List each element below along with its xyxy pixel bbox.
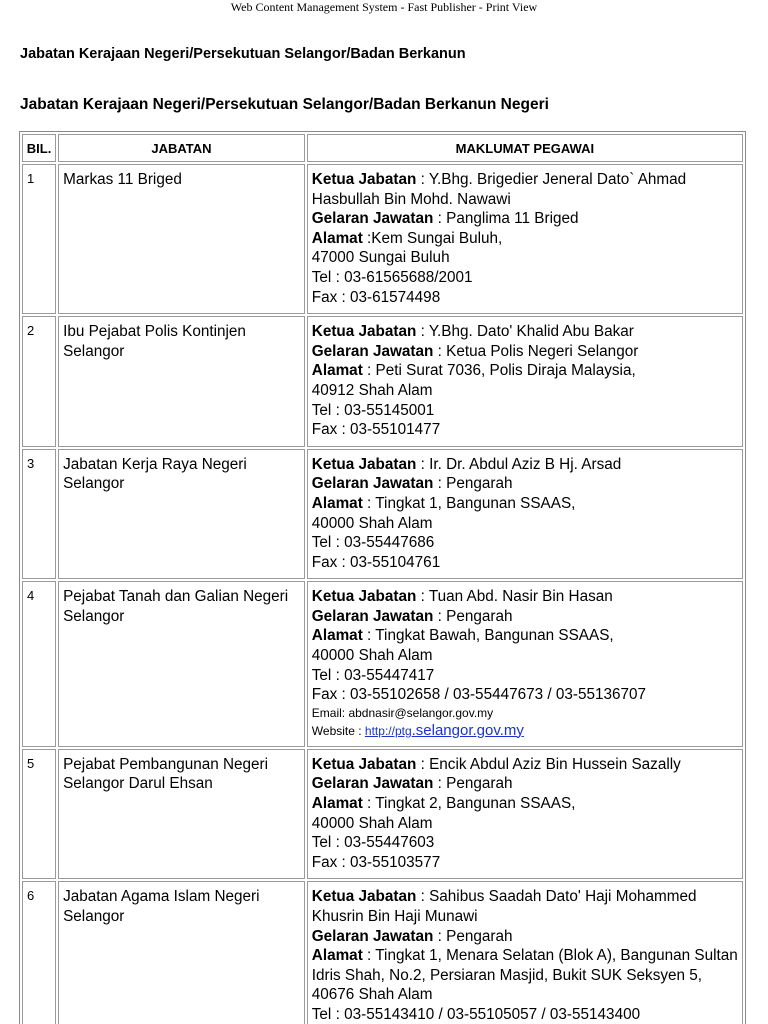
tel-value: Tel : 03-55143410 / 03-55105057 / 03-55143400: [311, 1005, 641, 1023]
alamat-value: :Kem Sungai Buluh,: [362, 229, 503, 247]
header-bil: BIL.: [22, 134, 56, 162]
print-view-header: Web Content Management System - Fast Publisher - Print View: [230, 0, 538, 14]
website-link[interactable]: [364, 721, 524, 739]
gelaran-label: Gelaran Jawatan: [311, 607, 434, 625]
page-title: Jabatan Kerajaan Negeri/Persekutuan Selangor/Badan Berkanun: [20, 46, 466, 62]
tel-value: Tel : 03-55447417: [311, 666, 435, 684]
department-name: Markas 11 Briged: [58, 164, 305, 314]
alamat-line-2: 40000 Shah Alam: [311, 514, 433, 532]
website-link-domain[interactable]: .selangor.gov.my: [411, 721, 524, 739]
alamat-label: Alamat: [311, 947, 363, 965]
gelaran-label: Gelaran Jawatan: [311, 475, 434, 493]
alamat-line-2: 40000 Shah Alam: [311, 647, 433, 665]
row-number: 3: [22, 449, 56, 580]
website-link-prefix[interactable]: http://ptg: [364, 723, 412, 738]
alamat-label: Alamat: [311, 229, 363, 247]
ketua-value: : Y.Bhg. Dato' Khalid Abu Bakar: [416, 323, 634, 341]
ketua-value: : Ir. Dr. Abdul Aziz B Hj. Arsad: [416, 455, 622, 473]
gelaran-value: : Pengarah: [433, 775, 513, 793]
alamat-value: : Tingkat 1, Bangunan SSAAS,: [362, 494, 576, 512]
fax-value: Fax : 03-61574498: [311, 288, 441, 306]
header-maklumat: MAKLUMAT PEGAWAI: [307, 134, 743, 162]
ketua-value: : Tuan Abd. Nasir Bin Hasan: [416, 588, 613, 606]
table-row: [22, 164, 743, 314]
gelaran-value: : Pengarah: [433, 475, 513, 493]
alamat-label: Alamat: [311, 795, 363, 813]
officer-info: [307, 749, 743, 880]
tel-value: Tel : 03-55447686: [311, 534, 435, 552]
table-row: [22, 316, 743, 447]
department-name: Pejabat Pembangunan Negeri Selangor Darul Ehsan: [58, 749, 305, 880]
gelaran-label: Gelaran Jawatan: [311, 342, 434, 360]
department-name: Jabatan Agama Islam Negeri Selangor: [58, 881, 305, 1024]
email-value: Email: abdnasir@selangor.gov.my: [311, 705, 494, 720]
alamat-value: : Peti Surat 7036, Polis Diraja Malaysia,: [362, 362, 636, 380]
gelaran-label: Gelaran Jawatan: [311, 775, 434, 793]
table-title: Jabatan Kerajaan Negeri/Persekutuan Selangor/Badan Berkanun Negeri: [20, 96, 549, 113]
table-row: [22, 749, 743, 880]
fax-value: Fax : 03-55101477: [311, 421, 441, 439]
table-container: [19, 131, 746, 1024]
table-row: [22, 449, 743, 580]
row-number: 6: [22, 881, 56, 1024]
officer-info: [307, 164, 743, 314]
department-name: Ibu Pejabat Polis Kontinjen Selangor: [58, 316, 305, 447]
fax-value: Fax : 03-55102658 / 03-55447673 / 03-55136707: [311, 686, 647, 704]
alamat-line-2: 47000 Sungai Buluh: [311, 249, 450, 267]
gelaran-value: : Ketua Polis Negeri Selangor: [433, 342, 639, 360]
alamat-line-2: 40000 Shah Alam: [311, 814, 433, 832]
gelaran-label: Gelaran Jawatan: [311, 210, 434, 228]
alamat-label: Alamat: [311, 362, 363, 380]
officer-info: [307, 581, 743, 747]
alamat-value: : Tingkat 2, Bangunan SSAAS,: [362, 795, 576, 813]
table-row: [22, 881, 743, 1024]
tel-value: Tel : 03-55145001: [311, 401, 435, 419]
ketua-label: Ketua Jabatan: [311, 755, 417, 773]
department-name: Jabatan Kerja Raya Negeri Selangor: [58, 449, 305, 580]
row-number: 5: [22, 749, 56, 880]
row-number: 4: [22, 581, 56, 747]
alamat-value: : Tingkat 1, Menara Selatan (Blok A), Bangunan Sultan Idris Shah, No.2, Persiaran Masjid, Bukit SUK Seksyen 5, 40676 Shah Alam: [311, 947, 738, 1004]
tel-value: Tel : 03-55447603: [311, 834, 435, 852]
officer-info: [307, 316, 743, 447]
row-number: 2: [22, 316, 56, 447]
gelaran-value: : Pengarah: [433, 927, 513, 945]
fax-value: Fax : 03-55103577: [311, 853, 441, 871]
alamat-label: Alamat: [311, 494, 363, 512]
tel-value: Tel : 03-61565688/2001: [311, 268, 473, 286]
alamat-line-2: 40912 Shah Alam: [311, 381, 433, 399]
gelaran-label: Gelaran Jawatan: [311, 927, 434, 945]
ketua-value: : Sahibus Saadah Dato' Haji Mohammed Khusrin Bin Haji Munawi: [311, 888, 697, 925]
gelaran-value: : Pengarah: [433, 607, 513, 625]
header-jabatan: JABATAN: [58, 134, 305, 162]
row-number: 1: [22, 164, 56, 314]
ketua-label: Ketua Jabatan: [311, 888, 417, 906]
ketua-label: Ketua Jabatan: [311, 323, 417, 341]
alamat-value: : Tingkat Bawah, Bangunan SSAAS,: [362, 627, 614, 645]
ketua-value: : Y.Bhg. Brigedier Jeneral Dato` Ahmad Hasbullah Bin Mohd. Nawawi: [311, 171, 687, 208]
department-name: Pejabat Tanah dan Galian Negeri Selangor: [58, 581, 305, 747]
officer-info: [307, 449, 743, 580]
department-table: [19, 131, 746, 1024]
fax-value: Fax : 03-55104761: [311, 553, 441, 571]
website-label: Website :: [311, 723, 365, 738]
officer-info: [307, 881, 743, 1024]
ketua-label: Ketua Jabatan: [311, 588, 417, 606]
ketua-label: Ketua Jabatan: [311, 171, 417, 188]
alamat-label: Alamat: [311, 627, 363, 645]
table-row: [22, 581, 743, 747]
ketua-value: : Encik Abdul Aziz Bin Hussein Sazally: [416, 755, 681, 773]
ketua-label: Ketua Jabatan: [311, 455, 417, 473]
table-header-row: [22, 134, 743, 162]
gelaran-value: : Panglima 11 Briged: [433, 210, 579, 228]
